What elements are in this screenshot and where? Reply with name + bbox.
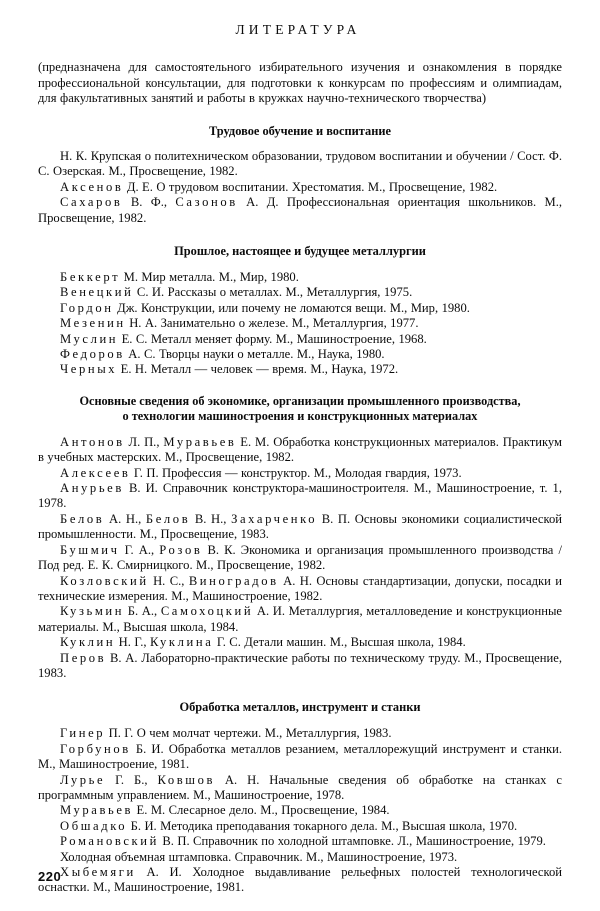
entry-text: М. Мир металла. М., Мир, 1980. [120, 270, 299, 284]
entry-author-initials: Л. П., [124, 434, 164, 449]
entry-author: Кузьмин [60, 604, 125, 619]
bibliography-entry [38, 332, 562, 347]
entry-author-initials: Г. А., [119, 542, 160, 557]
page-content [38, 0, 562, 911]
entry-author-initials: Н. С., [148, 573, 189, 588]
entry-text: В. К. Экономика и организация промышленного производства / Под ред. Е. К. Смирницкого. М., Просвещение, 1982. [38, 542, 562, 573]
bibliography-entry [38, 347, 562, 362]
entry-author-initials: А. Н., [104, 511, 146, 526]
bibliography-entry [38, 850, 562, 865]
entry-author: Черных [60, 362, 118, 377]
intro-paragraph: (предназначена для самостоятельного избирательного изучения и ознакомления в порядке профессиональной консультации, для подготовки к конкурсам по профессиям и олимпиадам, для факультативных занятий и работы в кружках научно-технического творчества) [38, 60, 562, 106]
bibliography-entry [38, 195, 562, 226]
entry-author: Федоров [60, 347, 125, 362]
entry-author: Бушмич [60, 542, 120, 557]
entry-author: Анурьев [60, 481, 124, 496]
entry-text: Д. Е. О трудовом воспитании. Хрестоматия. М., Просвещение, 1982. [123, 179, 498, 194]
entry-author: Антонов [60, 434, 125, 449]
entry-author: Хыбемяги [60, 865, 136, 879]
entry-author: Аксенов [60, 179, 124, 194]
entry-text: В. П. Основы экономики социалистической промышленности. М., Просвещение, 1983. [38, 511, 562, 542]
entry-text: Е. М. Слесарное дело. М., Просвещение, 1984. [133, 803, 390, 818]
page-number: 220 [38, 869, 62, 884]
entry-author: Куклин [60, 635, 116, 650]
entry-author: Белов [60, 511, 105, 526]
section-heading-line: Основные сведения об экономике, организации промышленного производства, [79, 393, 521, 408]
entry-author: Муравьев [60, 803, 134, 818]
bibliography-entry [38, 574, 562, 605]
bibliography-entry [38, 180, 562, 195]
entry-text: Е. М. Обработка конструкционных материалов. Практикум в учебных мастерских. М., Просвещение, 1982. [38, 434, 562, 465]
entry-text: В. А. Лабораторно-практические работы по техническому труду. М., Просвещение, 1983. [38, 650, 562, 680]
bibliography-entry [38, 512, 562, 543]
bibliography-entry [38, 604, 562, 635]
entry-text: Е. Н. Металл — человек — время. М., Наука, 1972. [117, 362, 399, 377]
bibliography-list [38, 435, 562, 682]
entry-text: Н. А. Занимательно о железе. М., Металлургия, 1977. [125, 316, 419, 331]
section-heading [38, 700, 562, 715]
bibliography-entry [38, 773, 562, 804]
bibliography-entry [38, 819, 562, 834]
entry-author: Захарченко [231, 511, 318, 526]
entry-text: А. И. Металлургия, металловедение и конструкционные материалы. М., Высшая школа, 1984. [38, 604, 562, 634]
entry-text: Г. С. Детали машин. М., Высшая школа, 1984. [213, 635, 466, 650]
bibliography-entry [38, 834, 562, 849]
entry-author: Романовский [60, 834, 159, 849]
entry-author: Обшадко [60, 818, 128, 833]
entry-text: Холодная объемная штамповка. Справочник. М., Машиностроение, 1973. [60, 849, 458, 864]
bibliography-entry [38, 635, 562, 650]
entry-author: Куклина [149, 635, 214, 650]
entry-author: Гинер [60, 726, 106, 741]
entry-author-initials: Г. Б., [105, 772, 158, 787]
entry-author-initials: Н. Г., [115, 635, 150, 650]
bibliography-entry [38, 435, 562, 466]
bibliography-entry [38, 742, 562, 773]
entry-author: Муслин [60, 331, 119, 346]
entry-author: Сахаров [60, 195, 123, 210]
entry-author: Перов [60, 650, 107, 665]
entry-author: Виноградов [188, 573, 279, 588]
entry-text: Дж. Конструкции, или почему не ломаются вещи. М., Мир, 1980. [113, 300, 470, 315]
bibliography-entry [38, 270, 562, 285]
section-heading-line: Обработка металлов, инструмент и станки [179, 700, 421, 715]
section-heading [38, 124, 562, 139]
bibliography-list [38, 270, 562, 378]
entry-text: А. Н. Начальные сведения об обработке на станках с программным управлением. М., Машиностроение, 1978. [38, 772, 562, 802]
entry-author: Венецкий [60, 285, 134, 300]
entry-author: Алексеев [60, 465, 131, 480]
bibliography-entry [38, 481, 562, 512]
entry-author: Беккерт [60, 270, 121, 284]
section-heading-line: Прошлое, настоящее и будущее металлургии [174, 244, 426, 258]
entry-author-initials: В. Ф., [122, 195, 176, 210]
bibliography-entry [38, 285, 562, 300]
entry-author-initials: В. Н., [190, 511, 232, 526]
bibliography-entry [38, 651, 562, 682]
entry-author: Козловский [60, 573, 149, 588]
entry-author: Горбунов [60, 741, 131, 756]
entry-author: Белов [145, 511, 191, 526]
bibliography-entry [38, 466, 562, 481]
entry-author: Самохоцкий [160, 604, 254, 619]
section-heading-line: Трудовое обучение и воспитание [209, 123, 391, 138]
entry-author: Гордон [60, 300, 114, 315]
entry-author: Ковшов [157, 772, 216, 787]
entry-text: Н. К. Крупская о политехническом образовании, трудовом воспитании и обучении / Сост. Ф. С. Озерская. М., Просвещение, 1982. [38, 148, 562, 179]
entry-author-initials: Б. А., [124, 604, 161, 619]
entry-text: П. Г. О чем молчат чертежи. М., Металлургия, 1983. [105, 726, 392, 741]
entry-text: В. И. Справочник конструктора-машиностроителя. М., Машиностроение, т. 1, 1978. [38, 481, 562, 511]
entry-text: А. Д. Профессиональная ориентация школьников. М., Просвещение, 1982. [38, 195, 562, 225]
entry-text: Е. С. Металл меняет форму. М., Машиностроение, 1968. [118, 331, 427, 346]
entry-text: А. И. Холодное выдавливание рельефных полостей технологической оснастки. М., Машиностроение, 1981. [38, 865, 562, 895]
bibliography-entry [38, 726, 562, 741]
entry-author: Муравьев [163, 434, 237, 449]
entry-text: Б. И. Обработка металлов резанием, металлорежущий инструмент и станки. М., Машиностроение, 1981. [38, 741, 562, 772]
entry-author: Мезенин [60, 316, 126, 331]
bibliography-entry [38, 543, 562, 574]
bibliography-sections [38, 124, 562, 896]
entry-text: А. Н. Основы стандартизации, допуски, посадки и технические измерения. М., Машиностроение, 1982. [38, 573, 562, 603]
bibliography-entry [38, 803, 562, 818]
entry-text: В. П. Справочник по холодной штамповке. Л., Машиностроение, 1979. [158, 834, 546, 849]
entry-text: А. С. Творцы науки о металле. М., Наука, 1980. [124, 347, 385, 362]
bibliography-list [38, 149, 562, 226]
entry-text: Г. П. Профессия — конструктор. М., Молодая гвардия, 1973. [130, 465, 462, 480]
page-title: ЛИТЕРАТУРА [235, 22, 361, 37]
section-heading-line: о технологии машиностроения и конструкционных материалах [122, 408, 478, 423]
entry-author: Розов [159, 542, 203, 557]
entry-author: Лурье [60, 772, 106, 787]
section-heading [38, 394, 562, 424]
entry-text: С. И. Рассказы о металлах. М., Металлургия, 1975. [133, 285, 413, 300]
entry-text: Б. И. Методика преподавания токарного дела. М., Высшая школа, 1970. [127, 818, 518, 833]
bibliography-entry [38, 316, 562, 331]
bibliography-entry [38, 301, 562, 316]
bibliography-list [38, 726, 562, 895]
entry-author: Сазонов [175, 195, 238, 210]
bibliography-entry [38, 362, 562, 377]
bibliography-entry [38, 865, 562, 896]
bibliography-entry [38, 149, 562, 180]
section-heading [38, 244, 562, 259]
